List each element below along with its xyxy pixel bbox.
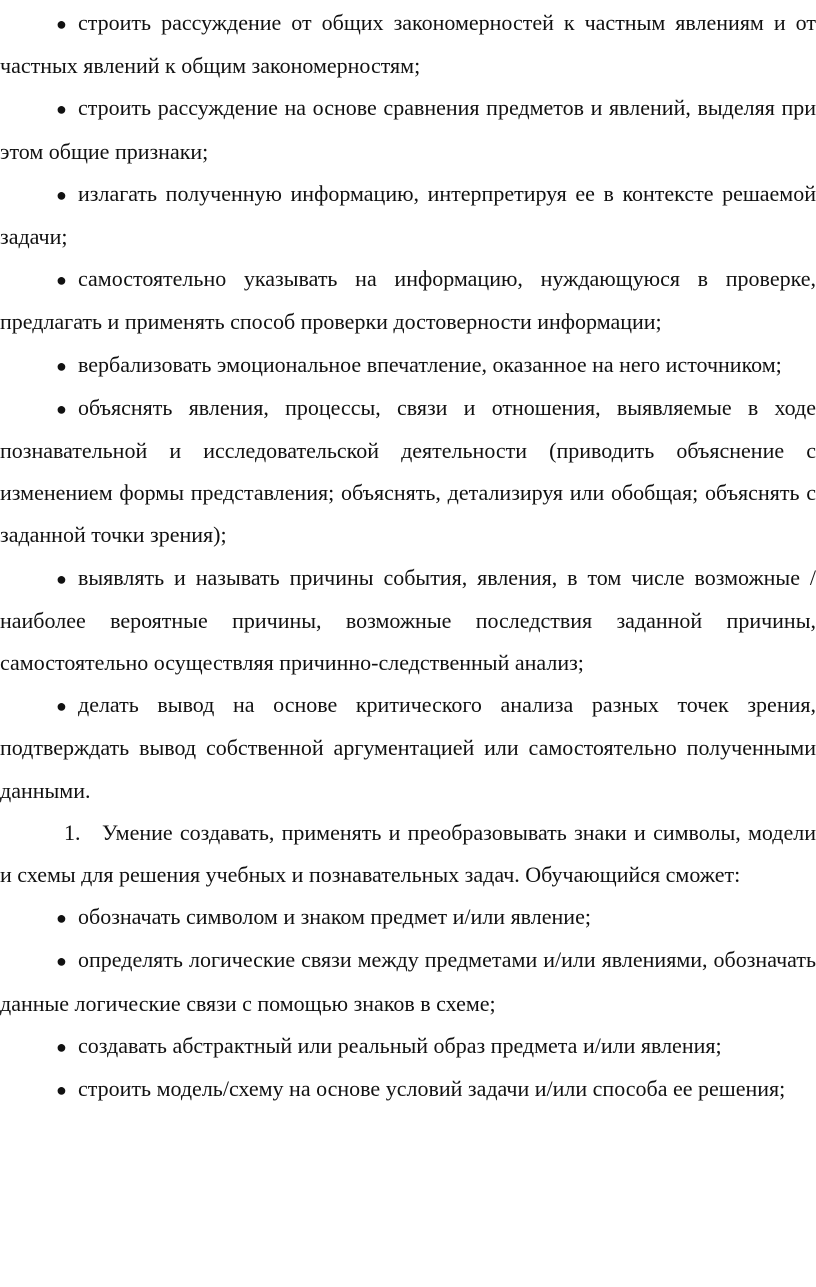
bullet-text: строить рассуждение на основе сравнения предметов и явлений, выделяя при этом общие признаки; bbox=[0, 95, 816, 164]
bullet-icon: ● bbox=[56, 184, 67, 205]
bullet-item bbox=[0, 87, 816, 172]
bullet-item bbox=[0, 387, 816, 557]
bullet-icon: ● bbox=[56, 99, 67, 120]
numbered-text: Умение создавать, применять и преобразовывать знаки и символы, модели и схемы для решения учебных и познавательных задач. Обучающийся сможет: bbox=[0, 819, 816, 888]
bullet-icon: ● bbox=[56, 696, 67, 717]
bullet-text: делать вывод на основе критического анализа разных точек зрения, подтверждать вывод собственной аргументацией или самостоятельно полученными данными. bbox=[0, 692, 816, 803]
numbered-item bbox=[0, 812, 816, 896]
bullet-text: выявлять и называть причины события, явления, в том числе возможные /наиболее вероятные причины, возможные последствия заданной причины, самостоятельно осуществляя причинно-следственный анализ; bbox=[0, 564, 816, 676]
bullet-item bbox=[0, 557, 816, 685]
bullet-item bbox=[0, 173, 816, 258]
bullet-item bbox=[0, 939, 816, 1024]
bullet-text: вербализовать эмоциональное впечатление, оказанное на него источником; bbox=[78, 351, 782, 377]
bullet-icon: ● bbox=[56, 270, 67, 291]
bullet-icon: ● bbox=[56, 355, 67, 376]
bullet-text: самостоятельно указывать на информацию, нуждающуюся в проверке, предлагать и применять способ проверки достоверности информации; bbox=[0, 266, 816, 335]
bullet-icon: ● bbox=[56, 1080, 67, 1101]
bullet-item bbox=[0, 258, 816, 343]
bullet-icon: ● bbox=[56, 568, 67, 589]
bullet-text: создавать абстрактный или реальный образ предмета и/или явления; bbox=[78, 1032, 722, 1058]
bullet-item bbox=[0, 896, 816, 939]
bullet-icon: ● bbox=[56, 1036, 67, 1057]
bullet-icon: ● bbox=[56, 14, 67, 34]
bullet-text: строить рассуждение от общих закономерностей к частным явлениям и от частных явлений к общим закономерностям; bbox=[0, 10, 816, 79]
item-number: 1. bbox=[64, 819, 81, 845]
bullet-text: излагать полученную информацию, интерпретируя ее в контексте решаемой задачи; bbox=[0, 180, 816, 250]
document-page bbox=[0, 2, 816, 1111]
bullet-text: определять логические связи между предметами и/или явлениями, обозначать данные логические связи с помощью знаков в схеме; bbox=[0, 947, 816, 1016]
bullet-icon: ● bbox=[56, 908, 67, 929]
bullet-item bbox=[0, 2, 816, 87]
bullet-icon: ● bbox=[56, 398, 67, 419]
bullet-icon: ● bbox=[56, 951, 67, 972]
bullet-text: строить модель/схему на основе условий задачи и/или способа ее решения; bbox=[78, 1076, 786, 1102]
bullet-item bbox=[0, 1068, 816, 1111]
bullet-item bbox=[0, 1025, 816, 1068]
bullet-text: объяснять явления, процессы, связи и отношения, выявляемые в ходе познавательной и исследовательской деятельности (приводить объяснение с изменением формы представления; объяснять, детализируя или обобщая; объяснять с заданной точки зрения); bbox=[0, 394, 816, 548]
bullet-item bbox=[0, 344, 816, 387]
bullet-item bbox=[0, 684, 816, 812]
bullet-text: обозначать символом и знаком предмет и/или явление; bbox=[78, 904, 591, 930]
